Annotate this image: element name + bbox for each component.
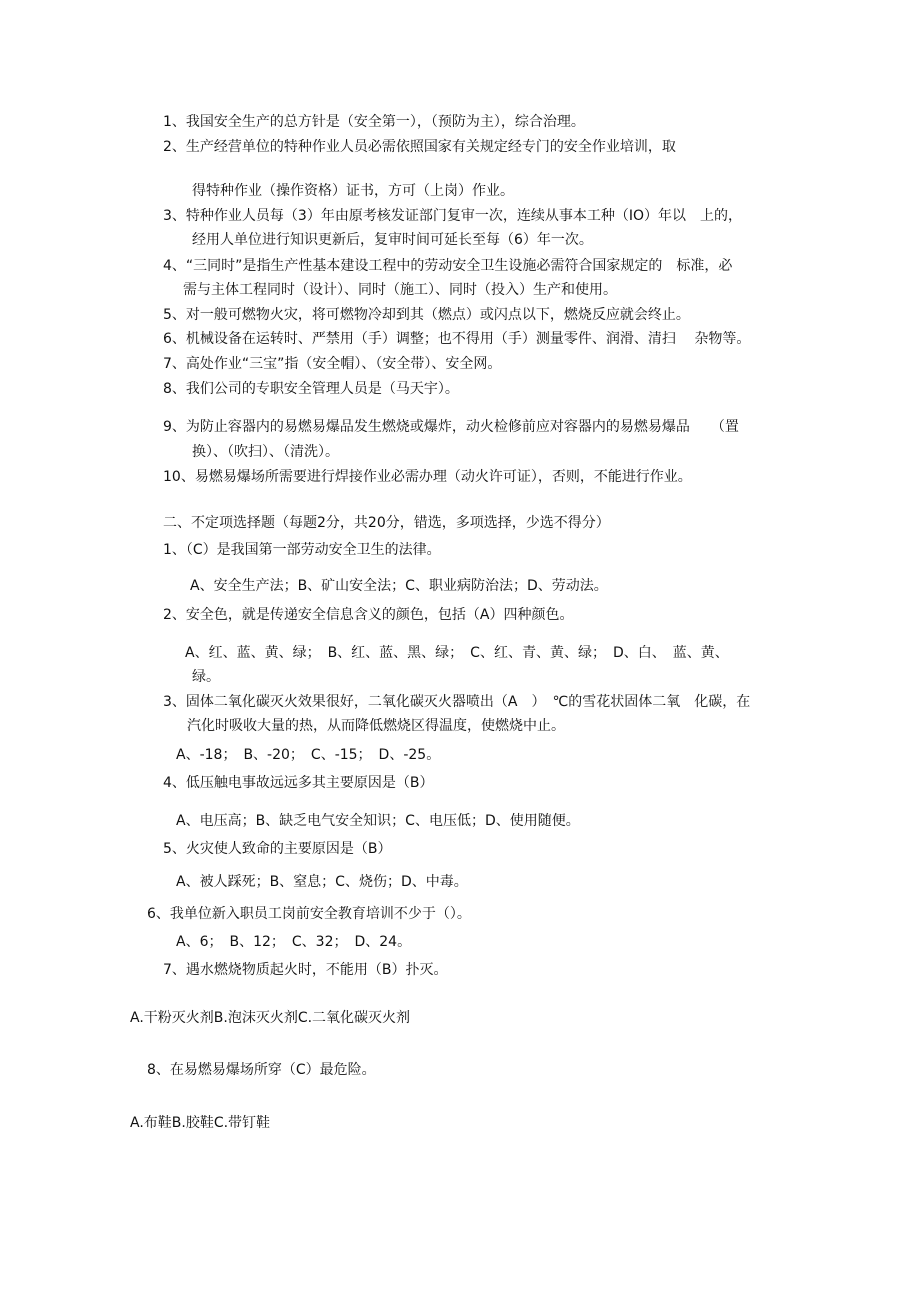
fill-in-4-line2: 需与主体工程同时（设计）、同时（施工）、同时（投入）生产和使用。: [183, 282, 617, 298]
fill-in-7: 7、高处作业“三宝”指（安全帽）、（安全带）、安全网。: [163, 356, 502, 372]
fill-in-3-line2: 经用人单位进行知识更新后，复审时间可延长至每（6）年一次。: [192, 232, 593, 248]
fill-in-5: 5、对一般可燃物火灾，将可燃物冷却到其（燃点）或闪点以下，燃烧反应就会终止。: [163, 307, 690, 323]
section-2-title: 二、不定项选择题（每题2分，共20分，错选，多项选择，少选不得分）: [163, 515, 610, 531]
fill-in-4-line1: 4、“三同时”是指生产性基本建设工程中的劳动安全卫生设施必需符合国家规定的 标准，必: [163, 258, 733, 274]
fill-in-6: 6、机械设备在运转时、严禁用（手）调整；也不得用（手）测量零件、润滑、清扫 杂物等。: [163, 331, 751, 347]
question-1-options: A、安全生产法；B、矿山安全法；C、职业病防治法；D、劳动法。: [190, 578, 608, 594]
question-7: 7、遇水燃烧物质起火时，不能用（B）扑灭。: [163, 962, 448, 978]
question-7-options: A.干粉灭火剂B.泡沫灭火剂C.二氧化碳灭火剂: [130, 1010, 411, 1026]
fill-in-10: 10、易燃易爆场所需要进行焊接作业必需办理（动火许可证），否则，不能进行作业。: [163, 469, 692, 485]
question-8: 8、在易燃易爆场所穿（C）最危险。: [147, 1062, 376, 1078]
question-1: 1、（C）是我国第一部劳动安全卫生的法律。: [163, 542, 441, 558]
question-8-options: A.布鞋B.胶鞋C.带钉鞋: [130, 1115, 271, 1131]
fill-in-9-line2: 换）、（吹扫）、（清洗）。: [192, 444, 339, 460]
fill-in-9-line1: 9、为防止容器内的易燃易爆品发生燃烧或爆炸，动火检修前应对容器内的易燃易爆品 （置: [163, 419, 739, 435]
question-3-line1: 3、固体二氧化碳灭火效果很好，二氧化碳灭火器喷出（A ） ℃的雪花状固体二氧 化碳，在: [163, 694, 751, 710]
question-2-options-line1: A、红、蓝、黄、绿； B、红、蓝、黑、绿； C、红、青、黄、绿； D、白、 蓝、黄、: [185, 645, 729, 661]
question-6-options: A、6； B、12； C、32； D、24。: [176, 934, 412, 950]
fill-in-3-line1: 3、特种作业人员每（3）年由原考核发证部门复审一次，连续从事本工种（IO）年以 上的，: [163, 208, 742, 224]
question-5-options: A、被人踩死；B、窒息；C、烧伤；D、中毒。: [176, 874, 468, 890]
question-3-options: A、-18； B、-20； C、-15； D、-25。: [176, 747, 441, 763]
fill-in-2-line1: 2、生产经营单位的特种作业人员必需依照国家有关规定经专门的安全作业培训，取: [163, 139, 676, 155]
question-4: 4、低压触电事故远远多其主要原因是（B）: [163, 775, 434, 791]
question-5: 5、火灾使人致命的主要原因是（B）: [163, 841, 392, 857]
question-2: 2、安全色，就是传递安全信息含义的颜色，包括（A）四种颜色。: [163, 607, 574, 623]
question-6: 6、我单位新入职员工岗前安全教育培训不少于（）。: [147, 906, 471, 922]
fill-in-8: 8、我们公司的专职安全管理人员是（马天宇）。: [163, 381, 459, 397]
fill-in-1: 1、我国安全生产的总方针是（安全第一），（预防为主），综合治理。: [163, 114, 585, 130]
question-4-options: A、电压高；B、缺乏电气安全知识；C、电压低；D、使用随便。: [176, 813, 580, 829]
question-2-options-line2: 绿。: [192, 669, 220, 685]
fill-in-2-line2: 得特种作业（操作资格）证书，方可（上岗）作业。: [192, 183, 514, 199]
question-3-line2: 汽化时吸收大量的热，从而降低燃烧区得温度，使燃烧中止。: [187, 718, 565, 734]
